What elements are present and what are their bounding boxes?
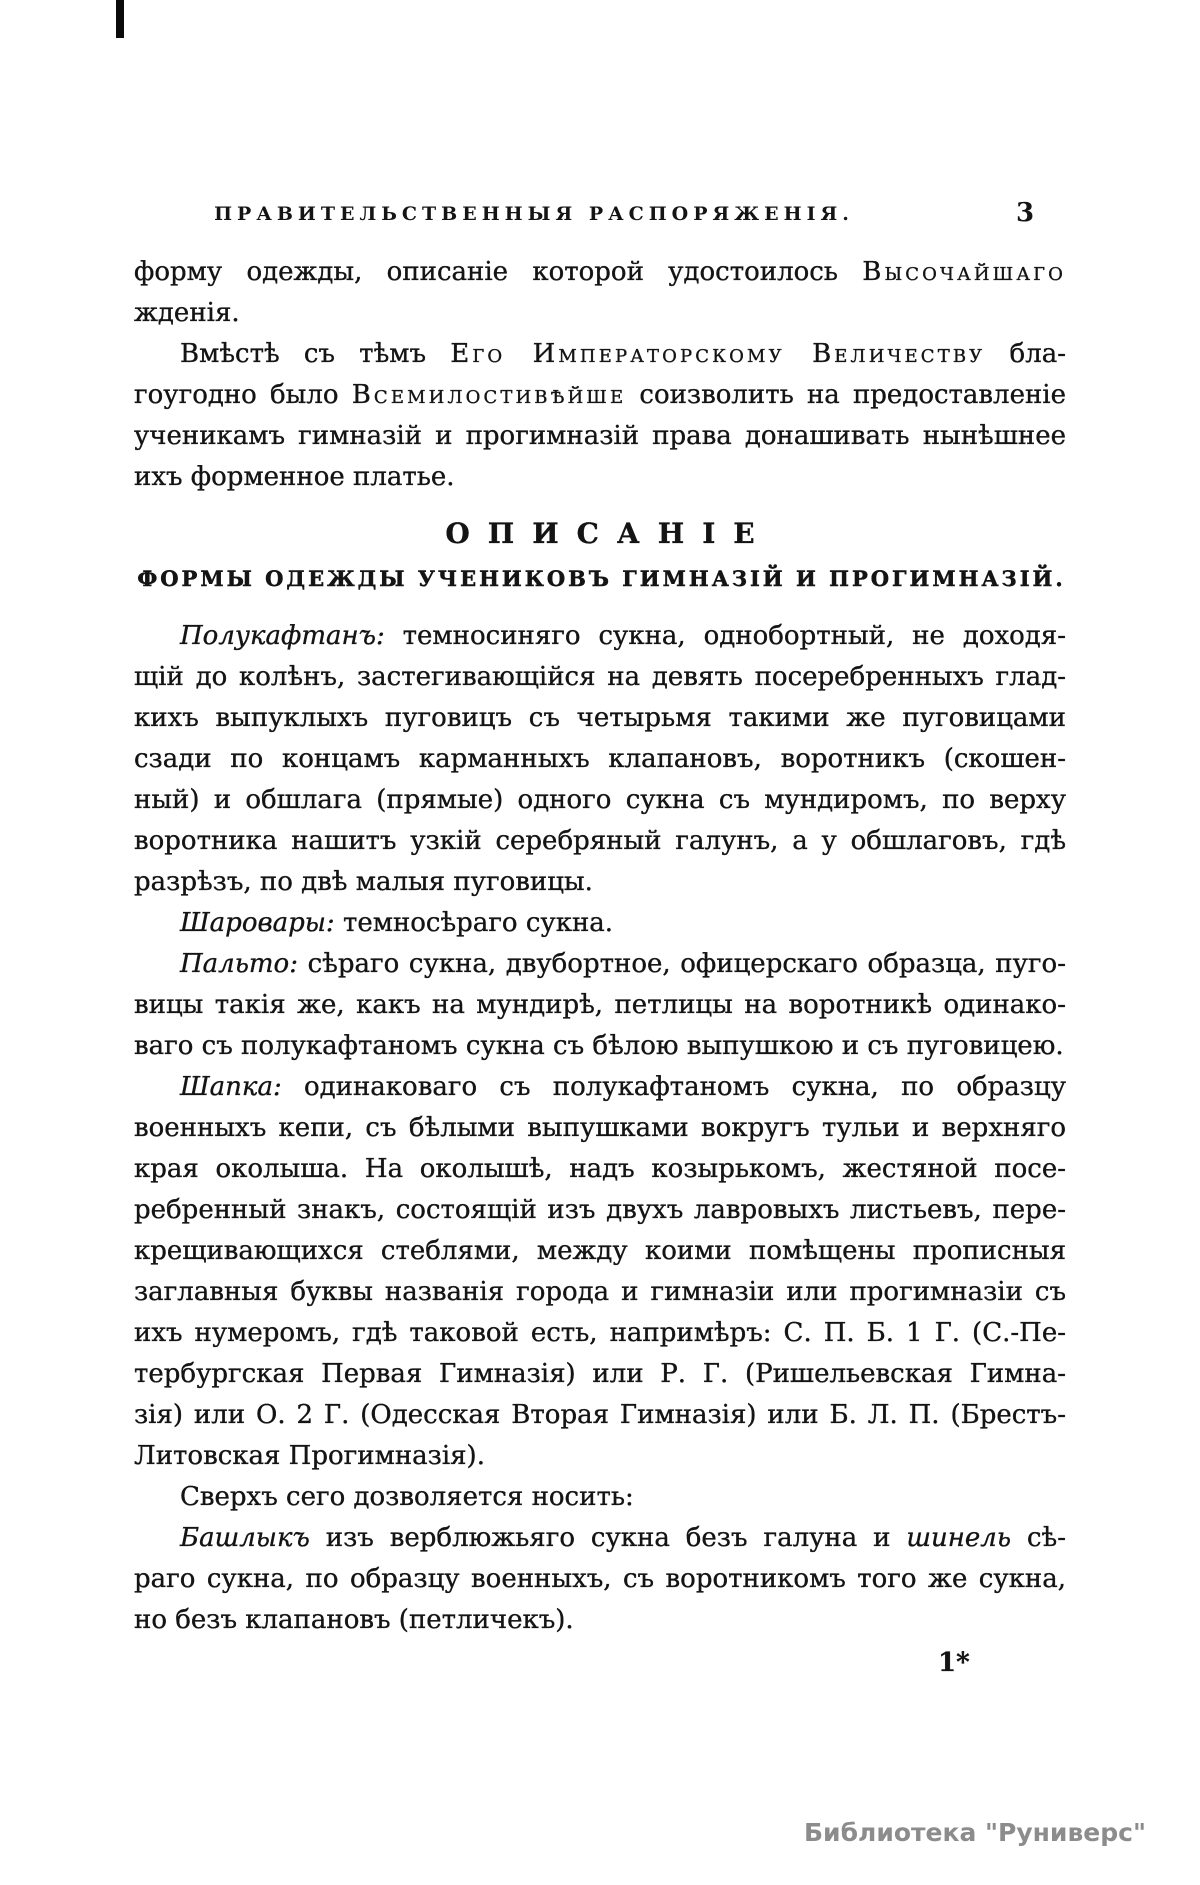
- text-line: [134, 1518, 1066, 1559]
- text-segment: вицы такія же, какъ на мундирѣ, петлицы на воротникѣ одинако-: [134, 990, 1066, 1020]
- text-line: [134, 821, 1066, 862]
- text-segment: гоугодно было: [134, 380, 352, 410]
- text-segment: военныхъ кепи, съ бѣлыми выпушками вокругъ тульи и верхняго: [134, 1113, 1066, 1143]
- text-line: [134, 985, 1066, 1026]
- text-segment: бла-: [985, 339, 1066, 369]
- text-line: [134, 1313, 1066, 1354]
- text-line: [134, 1149, 1066, 1190]
- text-segment: темносиняго сукна, однобортный, не доходя-: [384, 621, 1066, 651]
- text-line: [134, 1067, 1066, 1108]
- text-line: [134, 1272, 1066, 1313]
- uniform-subheading: ФОРМЫ ОДЕЖДЫ УЧЕНИКОВЪ ГИМНАЗІЙ И ПРОГИМНАЗІЙ.: [137, 566, 1066, 591]
- text-segment: ихъ нумеромъ, гдѣ таковой есть, напримѣръ: С. П. Б. 1 Г. (С.-Пе-: [134, 1318, 1066, 1348]
- text-line: [134, 416, 1066, 457]
- text-line: [134, 1108, 1066, 1149]
- page-number: 3: [1016, 198, 1035, 228]
- text-segment: заглавныя буквы названія города и гимназіи или прогимназіи съ: [134, 1277, 1066, 1307]
- running-header-title: ПРАВИТЕЛЬСТВЕННЫЯ РАСПОРЯЖЕНІЯ.: [214, 203, 854, 225]
- text-line: [134, 375, 1066, 416]
- text-line: [134, 903, 1066, 944]
- text-segment: щій до колѣнъ, застегивающійся на девять посеребренныхъ глад-: [134, 662, 1066, 692]
- text-line: [134, 1354, 1066, 1395]
- text-column: [134, 252, 1066, 1641]
- text-segment: жденія.: [134, 298, 240, 328]
- text-line: [134, 780, 1066, 821]
- text-segment: Сверхъ сего дозволяется носить:: [180, 1482, 634, 1512]
- text-line: [134, 1600, 1066, 1641]
- text-segment: ребренный знакъ, состоящій изъ двухъ лавровыхъ листьевъ, пере-: [134, 1195, 1066, 1225]
- italic-term: Шапка:: [180, 1072, 282, 1102]
- spaced-caps-term: Всемилостивѣйше: [351, 380, 627, 410]
- text-segment: кихъ выпуклыхъ пуговицъ съ четырьмя такими же пуговицами: [134, 703, 1066, 733]
- italic-term: Пальто:: [180, 949, 298, 979]
- text-line: [134, 944, 1066, 985]
- paragraph: [134, 944, 1066, 1067]
- library-watermark: Библиотека "Руниверс": [804, 1818, 1146, 1847]
- text-line: [134, 457, 1066, 498]
- text-segment: сзади по концамъ карманныхъ клапановъ, воротникъ (скошен-: [134, 744, 1066, 774]
- text-line: [134, 1436, 1066, 1477]
- text-segment: зія) или О. 2 Г. (Одесская Вторая Гимназія) или Б. Л. П. (Брестъ-: [134, 1400, 1066, 1430]
- text-line: [134, 1559, 1066, 1600]
- italic-term: Полукафтанъ:: [180, 621, 385, 651]
- text-line: [134, 334, 1066, 375]
- text-segment: ученикамъ гимназій и прогимназій права донашивать нынѣшнее: [134, 421, 1066, 451]
- text-line: [134, 1231, 1066, 1272]
- text-segment: разрѣзъ, по двѣ малыя пуговицы.: [134, 867, 593, 897]
- text-segment: тербургская Первая Гимназія) или Р. Г. (Ришельевская Гимна-: [134, 1359, 1066, 1389]
- text-segment: форму одежды, описаніе которой удостоилось: [134, 257, 863, 287]
- text-segment: темносѣраго сукна.: [334, 908, 614, 938]
- text-line: [134, 739, 1066, 780]
- text-segment: крещивающихся стеблями, между коими помѣщены прописныя: [134, 1236, 1066, 1266]
- paragraph: [134, 334, 1066, 498]
- text-line: [134, 1395, 1066, 1436]
- text-segment: соизволить на предоставленіе: [626, 380, 1066, 410]
- text-segment: ный) и обшлага (прямые) одного сукна съ мундиромъ, по верху: [134, 785, 1066, 815]
- text-line: [134, 698, 1066, 739]
- paragraph: [134, 1518, 1066, 1641]
- text-segment: сѣ-: [1011, 1523, 1066, 1553]
- text-line: [134, 1026, 1066, 1067]
- text-line: [134, 862, 1066, 903]
- text-segment: Литовская Прогимназія).: [134, 1441, 485, 1471]
- text-segment: Вмѣстѣ съ тѣмъ: [180, 339, 451, 369]
- text-line: [134, 1190, 1066, 1231]
- text-segment: сѣраго сукна, двубортное, офицерскаго образца, пуго-: [297, 949, 1066, 979]
- text-line: [134, 293, 1066, 334]
- text-segment: но безъ клапановъ (петличекъ).: [134, 1605, 574, 1635]
- italic-term: Шаровары:: [180, 908, 335, 938]
- italic-term: Башлыкъ: [180, 1523, 310, 1553]
- text-segment: ихъ форменное платье.: [134, 462, 455, 492]
- text-line: [134, 1477, 1066, 1518]
- spaced-caps-term: Высочайшаго: [862, 257, 1066, 287]
- description-heading: ОПИСАНІЕ: [445, 517, 773, 550]
- paragraph: [134, 616, 1066, 903]
- text-segment: раго сукна, по образцу военныхъ, съ воротникомъ того же сукна,: [134, 1564, 1066, 1594]
- paragraph: [134, 903, 1066, 944]
- spaced-caps-term: Его Императорскому Величеству: [450, 339, 986, 369]
- paragraph: [134, 1477, 1066, 1518]
- text-line: [134, 616, 1066, 657]
- paragraph: [134, 1067, 1066, 1477]
- text-segment: одинаковаго съ полукафтаномъ сукна, по образцу: [281, 1072, 1066, 1102]
- text-segment: изъ верблюжьяго сукна безъ галуна и: [309, 1523, 907, 1553]
- scan-edge-artifact: [116, 0, 124, 38]
- text-line: [134, 657, 1066, 698]
- italic-term: шинель: [906, 1523, 1012, 1553]
- text-line: [134, 252, 1066, 293]
- signature-mark: 1*: [938, 1648, 970, 1678]
- text-segment: края околыша. На околышѣ, надъ козырькомъ, жестяной посе-: [134, 1154, 1066, 1184]
- text-segment: воротника нашитъ узкій серебряный галунъ, а у обшлаговъ, гдѣ: [134, 826, 1066, 856]
- paragraph: [134, 252, 1066, 334]
- text-segment: ваго съ полукафтаномъ сукна съ бѣлою выпушкою и съ пуговицею.: [134, 1031, 1064, 1061]
